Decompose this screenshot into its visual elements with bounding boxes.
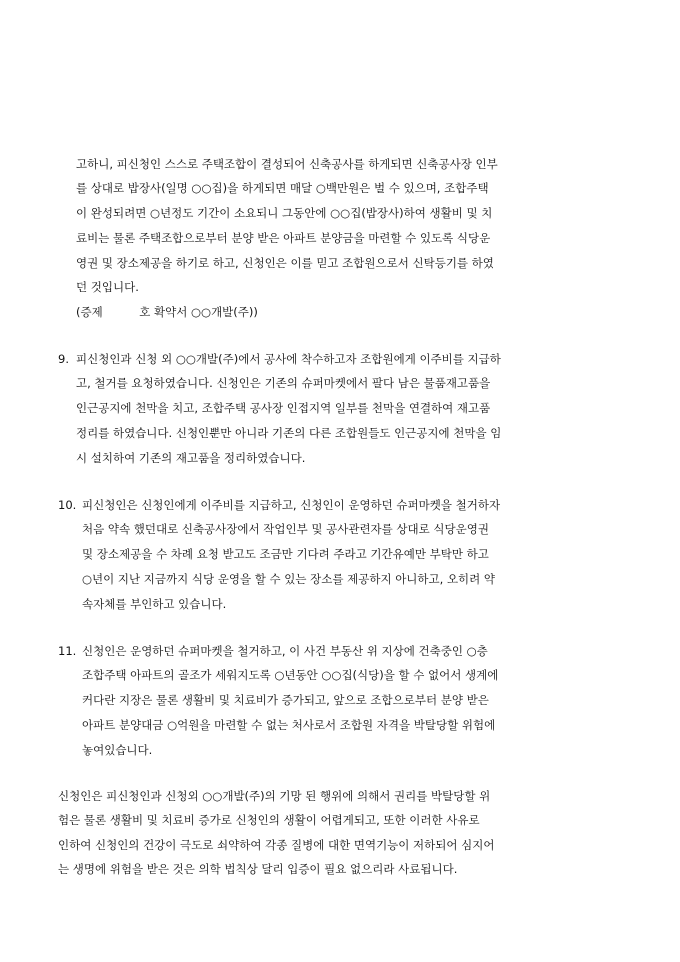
- item-10-number: 10.: [58, 498, 77, 512]
- item-11-line-1: 신청인은 운영하던 슈퍼마켓을 철거하고, 이 사건 부동산 위 지상에 건축중인 ○층: [82, 644, 488, 658]
- conclusion-line-1: 신청인은 피신청인과 신청외 ○○개발(주)의 기망 된 행위에 의해서 권리를 박탈당할 위: [58, 789, 491, 803]
- item-10-line-2: 처음 약속 했던대로 신축공사장에서 작업인부 및 공사관련자를 상대로 식당운영권: [82, 522, 489, 536]
- continuation-line-3: 이 완성되려면 ○년정도 기간이 소요되니 그동안에 ○○집(밥장사)하여 생활비 및 치: [76, 206, 493, 220]
- continuation-line-5: 영권 및 장소제공을 하기로 하고, 신청인은 이를 믿고 조합원으로서 신탁등기를 하였: [76, 256, 494, 270]
- continuation-line-6: 던 것입니다.: [76, 280, 139, 294]
- continuation-line-2: 를 상대로 밥장사(일명 ○○집)을 하게되면 매달 ○백만원은 벌 수 있으며, 조합주택: [76, 181, 489, 195]
- item-9-line-5: 시 설치하여 기존의 재고품을 정리하였습니다.: [76, 451, 306, 465]
- item-11-line-2: 조합주택 아파트의 골조가 세워지도록 ○년동안 ○○집(식당)을 할 수 없어서 생계에: [82, 668, 499, 682]
- conclusion-line-3: 인하여 신청인의 건강이 극도로 쇠약하여 각종 질병에 대한 면역기능이 저하되어 심지어: [58, 838, 495, 852]
- item-9-line-1: 피신청인과 신청 외 ○○개발(주)에서 공사에 착수하고자 조합원에게 이주비를 지급하: [76, 352, 501, 366]
- item-10-line-3: 및 장소제공을 수 차례 요청 받고도 조금만 기다려 주라고 기간유예만 부탁만 하고: [82, 547, 489, 561]
- item-11-line-4: 아파트 분양대금 ○억원을 마련할 수 없는 처사로서 조합원 자격을 박탈당할 위험에: [82, 718, 496, 732]
- item-10-line-4: ○년이 지난 지금까지 식당 운영을 할 수 있는 장소를 제공하지 아니하고, 오히려 약: [82, 572, 496, 586]
- item-11-line-3: 커다란 지장은 물론 생활비 및 치료비가 증가되고, 앞으로 조합으로부터 분양 받은: [82, 693, 489, 707]
- item-9-number: 9.: [58, 352, 69, 366]
- item-10-line-5: 속자체를 부인하고 있습니다.: [82, 597, 227, 611]
- continuation-line-1: 고하니, 피신청인 스스로 주택조합이 결성되어 신축공사를 하게되면 신축공사장 인부: [76, 157, 498, 171]
- item-11-number: 11.: [58, 644, 77, 658]
- item-9-line-2: 고, 철거를 요청하였습니다. 신청인은 기존의 슈퍼마켓에서 팔다 남은 물품재고품을: [76, 376, 491, 390]
- item-9-line-3: 인근공지에 천막을 치고, 조합주택 공사장 인접지역 일부를 천막을 연결하여 재고품: [76, 401, 491, 415]
- continuation-line-4: 료비는 물론 주택조합으로부터 분양 받은 아파트 분양금을 마련할 수 있도록 식당운: [76, 231, 491, 245]
- conclusion-line-2: 험은 물론 생활비 및 치료비 증가로 신청인의 생활이 어렵게되고, 또한 이러한 사유로: [58, 813, 480, 827]
- evidence-reference: (증제 호 확약서 ○○개발(주)): [76, 305, 258, 319]
- item-9-line-4: 정리를 하였습니다. 신청인뿐만 아니라 기존의 다른 조합원들도 인근공지에 천막을 임: [76, 426, 502, 440]
- item-10-line-1: 피신청인은 신청인에게 이주비를 지급하고, 신청인이 운영하던 슈퍼마켓을 철거하자: [82, 498, 501, 512]
- item-11-line-5: 놓여있습니다.: [82, 743, 153, 757]
- conclusion-line-4: 는 생명에 위험을 받은 것은 의학 법칙상 달리 입증이 필요 없으리라 사료됩니다.: [58, 862, 458, 876]
